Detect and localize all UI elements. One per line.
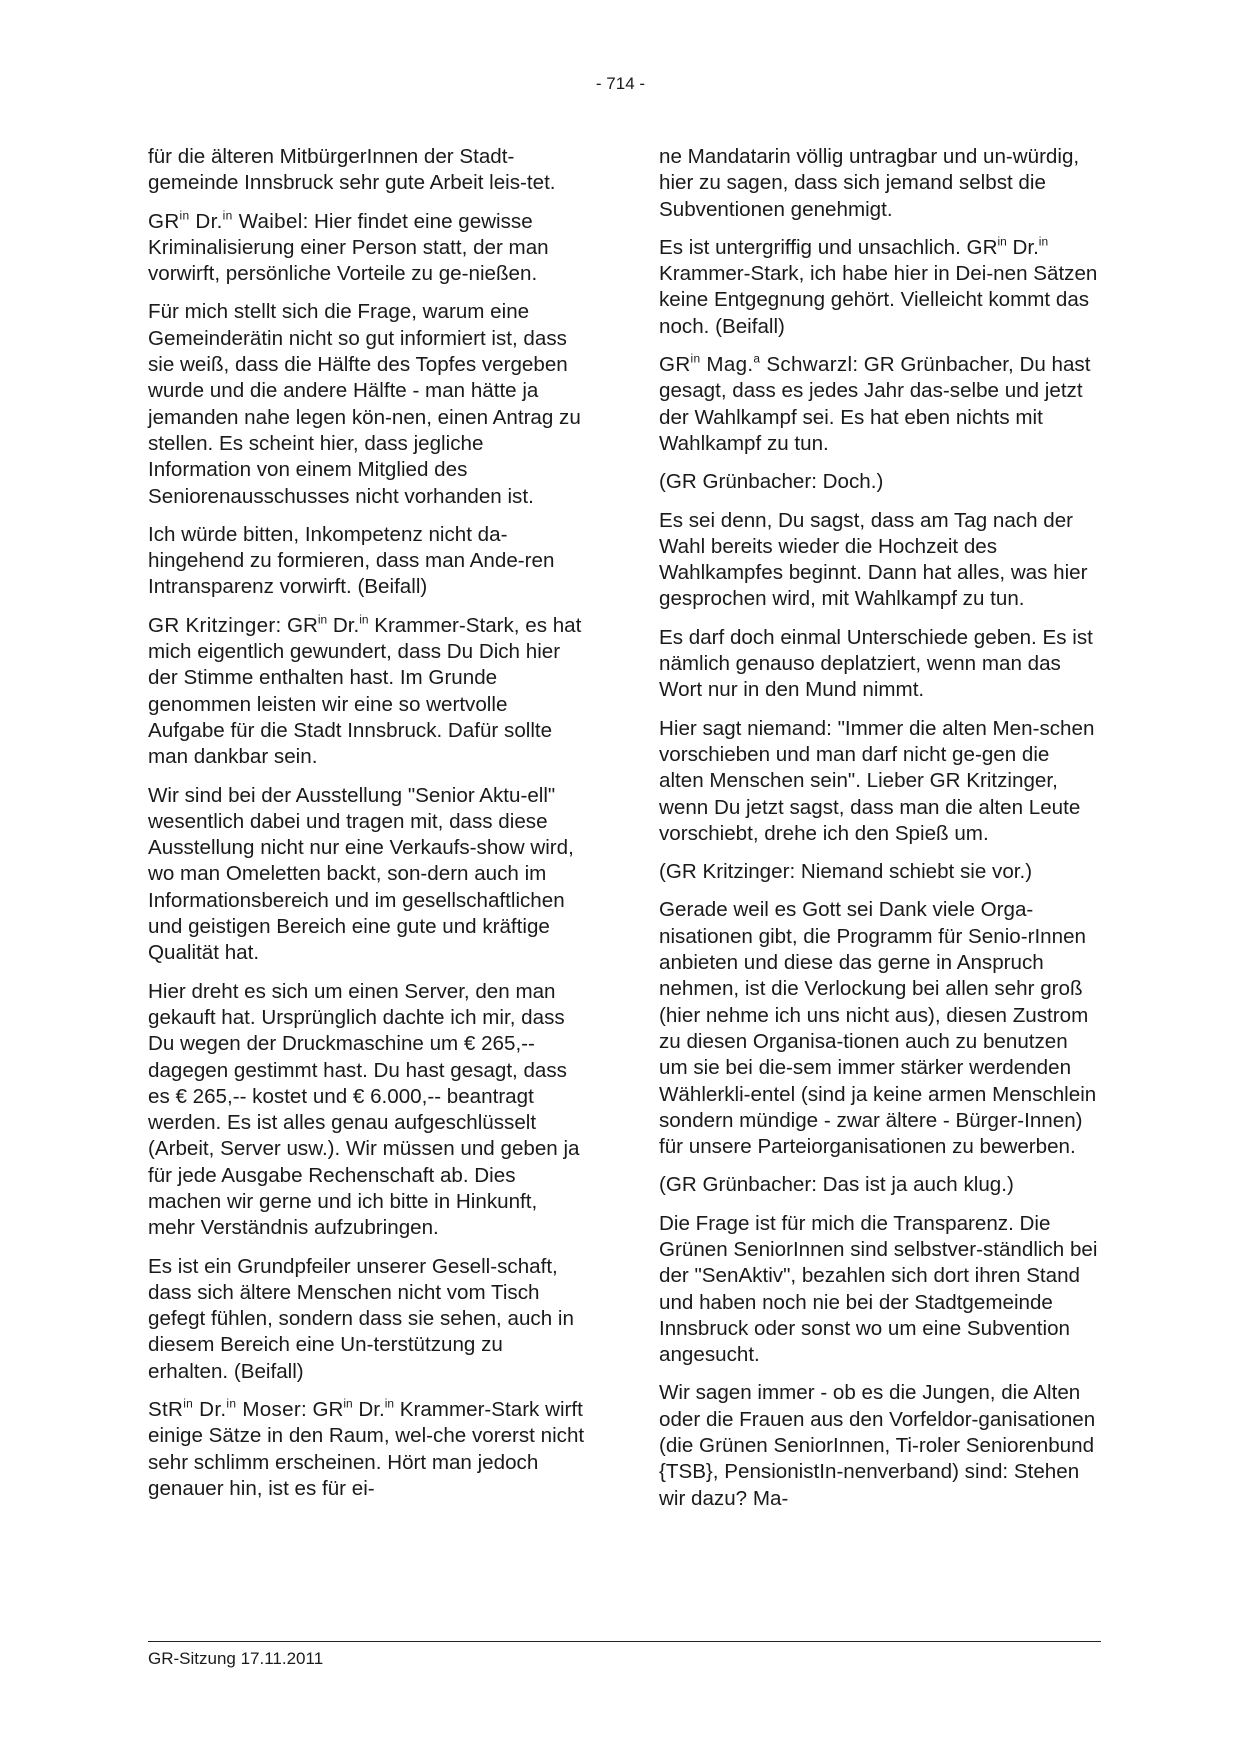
footer-session-date: GR-Sitzung 17.11.2011 bbox=[148, 1649, 324, 1668]
footer-divider bbox=[148, 1641, 1101, 1642]
paragraph: ne Mandatarin völlig untragbar und un-würdig, hier zu sagen, dass sich jemand selbst die Subventionen genehmigt. bbox=[659, 145, 1080, 221]
paragraph: Für mich stellt sich die Frage, warum eine Gemeinderätin nicht so gut informiert ist, dass sie weiß, dass die Hälfte des Topfes vergeben wurde und die andere Hälfte - man hätte ja jemanden nahe legen kön-nen, einen Antrag zu stellen. Es scheint hier, dass jegliche Information von einem Mitglied des Seniorenausschusses nicht vorhanden ist. bbox=[148, 300, 581, 508]
paragraph: Es ist untergriffig und unsachlich. $GR^{in}$ Dr.$^{in}$ Krammer-Stark, ich habe hier in Dei-nen Sätzen keine Entgegnung gehört. Vielleicht kommt das noch. (Beifall) bbox=[659, 234, 1098, 338]
interjection: (GR Grünbacher: Das ist ja auch klug.) bbox=[659, 1173, 1014, 1197]
speaker-paragraph: GR Kritzinger: $GR^{in}$ Dr.$^{in}$ Krammer-Stark, es hat mich eigentlich gewundert, dass Du Dich hier der Stimme enthalten hast. Im Grunde genommen leisten wir eine so wertvolle Aufgabe für die Stadt Innsbruck. Dafür sollte man dankbar sein. bbox=[148, 612, 582, 769]
speaker-name: GR Kritzinger bbox=[148, 613, 276, 637]
page-number: - 714 - bbox=[595, 74, 646, 93]
paragraph: Es ist ein Grundpfeiler unserer Gesell-schaft, dass sich ältere Menschen nicht vom Tisch gefegt fühlen, sondern dass sie sehen, auch in diesem Bereich eine Un-terstützung zu erhalten. (Beifall) bbox=[148, 1254, 574, 1383]
speaker-name: $GR^{in}$ Mag.$^a$ Schwarzl bbox=[659, 351, 853, 377]
paragraph: Die Frage ist für mich die Transparenz. Die Grünen SeniorInnen sind selbstver-ständlich bei der "SenAktiv", bezahlen sich dort ihren Stand und haben noch nie bei der Stadtgemeinde Innsbruck oder sonst wo um eine Subvention angesucht. bbox=[659, 1211, 1098, 1367]
speaker-name: StR$^{in}$ Dr.$^{in}$ Moser bbox=[148, 1396, 302, 1422]
paragraph: Es darf doch einmal Unterschiede geben. Es ist nämlich genauso deplatziert, wenn man das Wort nur in den Mund nimmt. bbox=[659, 625, 1093, 702]
speaker-paragraph: $GR^{in}$ Mag.$^a$ Schwarzl: GR Grünbacher, Du hast gesagt, dass es jedes Jahr das-selbe und jetzt der Wahlkampf sei. Es hat eben nichts mit Wahlkampf zu tun. bbox=[659, 351, 1091, 455]
paragraph: Gerade weil es Gott sei Dank viele Orga-nisationen gibt, die Programm für Senio-rInnen anbieten und diese das gerne in Anspruch nehmen, ist die Verlockung bei allen sehr groß (hier nehme ich uns nicht aus), diesen Zustrom zu diesen Organisa-tionen auch zu benutzen um sie bei die-sem immer stärker werdenden Wählerkli-entel (sind ja keine armen Menschlein sondern mündige - zwar ältere - Bürger-Innen) für unsere Parteiorganisationen zu bewerben. bbox=[659, 898, 1097, 1159]
paragraph: Wir sagen immer - ob es die Jungen, die Alten oder die Frauen aus den Vorfeldor-ganisationen (die Grünen SeniorInnen, Ti-roler Seniorenbund {TSB}, PensionistIn-nenverband) sind: Stehen wir dazu? Ma- bbox=[659, 1381, 1096, 1510]
paragraph: Hier sagt niemand: "Immer die alten Men-schen vorschieben und man darf nicht ge-gen die alten Menschen sein". Lieber GR Kritzinger, wenn Du jetzt sagst, dass man die alten Leute vorschiebt, drehe ich den Spieß um. bbox=[659, 716, 1095, 845]
right-column bbox=[659, 144, 1099, 1524]
speaker-paragraph: $GR^{in}$ Dr.$^{in}$ Waibel: Hier findet eine gewisse Kriminalisierung einer Person statt, der man vorwirft, persönliche Vorteile zu ge-nießen. bbox=[148, 208, 549, 286]
paragraph: für die älteren MitbürgerInnen der Stadt-gemeinde Innsbruck sehr gute Arbeit leis-tet. bbox=[148, 145, 556, 195]
left-column bbox=[148, 144, 588, 1514]
speaker-name: $GR^{in}$ Dr.$^{in}$ Waibel bbox=[148, 208, 303, 233]
paragraph: Es sei denn, Du sagst, dass am Tag nach der Wahl bereits wieder die Hochzeit des Wahlkampfes beginnt. Dann hat alles, was hier gesprochen wird, mit Wahlkampf zu tun. bbox=[659, 508, 1088, 611]
interjection: (GR Grünbacher: Doch.) bbox=[659, 470, 884, 494]
paragraph: Hier dreht es sich um einen Server, den man gekauft hat. Ursprünglich dachte ich mir, dass Du wegen der Druckmaschine um € 265,-- dagegen gestimmt hast. Du hast gesagt, dass es € 265,-- kostet und € 6.000,-- beantragt werden. Es ist alles genau aufgeschlüsselt (Arbeit, Server usw.). Wir müssen und geben ja für jede Ausgabe Rechenschaft ab. Dies machen wir gerne und ich bitte in Hinkunft, mehr Verständnis aufzubringen. bbox=[148, 979, 580, 1240]
paragraph: Ich würde bitten, Inkompetenz nicht da-hingehend zu formieren, dass man Ande-ren Intransparenz vorwirft. (Beifall) bbox=[148, 522, 555, 599]
paragraph: Wir sind bei der Ausstellung "Senior Aktu-ell" wesentlich dabei und tragen mit, dass diese Ausstellung nicht nur eine Verkaufs-show wird, wo man Omeletten backt, son-dern auch im Informationsbereich und im gesellschaftlichen und geistigen Bereich eine gute und kräftige Qualität hat. bbox=[148, 783, 574, 965]
interjection: (GR Kritzinger: Niemand schiebt sie vor.) bbox=[659, 860, 1033, 884]
speaker-paragraph: StR$^{in}$ Dr.$^{in}$ Moser: $GR^{in}$ Dr.$^{in}$ Krammer-Stark wirft einige Sätze in den Raum, wel-che vorerst nicht sehr schlimm erscheinen. Hört man jedoch genauer hin, ist es für ei- bbox=[148, 1396, 585, 1500]
